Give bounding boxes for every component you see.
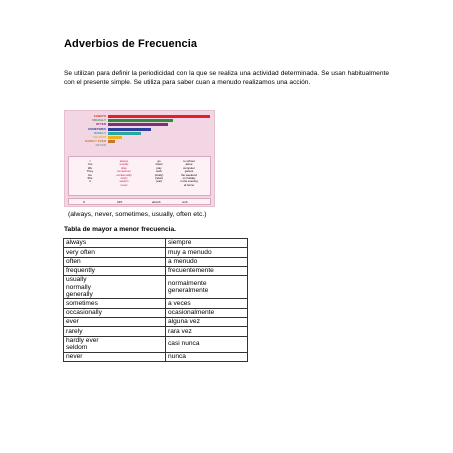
figure-table-word: games <box>184 169 194 174</box>
table-row <box>64 336 248 352</box>
english-adverb-cell: often <box>64 257 166 266</box>
figure-bar <box>108 119 173 122</box>
table-row <box>64 327 248 336</box>
frequency-table <box>63 238 248 362</box>
figure-table-word: They <box>86 169 94 174</box>
figure-label-column <box>68 114 106 148</box>
figure-label: SELDOM <box>93 134 106 139</box>
intro-paragraph: Se utilizan para definir la periodicidad con la que se realiza una actividad determinada. Se usan habitualmente con el presente simple. Se utiliza para saber cuan a menudo realizamos una acción. <box>64 70 389 86</box>
figure-footer-cell: S <box>83 200 85 204</box>
figure-table-column <box>75 160 105 184</box>
table-row <box>64 248 248 257</box>
figure-label: NEVER <box>95 143 106 148</box>
table-heading: Tabla de mayor a menor frecuencia. <box>64 226 177 233</box>
frequency-adverbs-figure <box>64 110 215 207</box>
table-row <box>64 276 248 299</box>
table-row <box>64 266 248 275</box>
figure-table-word: on holiday <box>182 176 196 181</box>
figure-table-word: She <box>87 176 93 181</box>
figure-bar <box>108 123 168 126</box>
figure-table-word: always <box>119 159 129 163</box>
figure-label: ALWAYS <box>93 114 106 118</box>
figure-label: SOMETIMES <box>87 126 106 131</box>
figure-label: RARELY <box>93 130 106 135</box>
spanish-translation-cell: siempre <box>166 239 248 248</box>
english-adverb-cell: frequently <box>64 266 166 275</box>
figure-table-word: go <box>157 159 161 163</box>
table-row <box>64 308 248 317</box>
figure-bar <box>108 140 115 143</box>
figure-table-word: We <box>87 165 93 170</box>
english-adverb-cell: occasionally <box>64 308 166 317</box>
figure-bar <box>108 136 122 139</box>
figure-table-word: the weekend <box>181 172 197 177</box>
figure-table-word: in the evening <box>180 179 198 184</box>
figure-table-word: (relax) <box>155 176 163 181</box>
figure-table-column <box>144 160 174 184</box>
spanish-translation-cell: a veces <box>166 299 248 308</box>
spanish-translation-cell: muy a menudo <box>166 248 248 257</box>
figure-caption: (always, never, sometimes, usually, often etc.) <box>68 211 207 218</box>
figure-bar <box>108 128 151 131</box>
spanish-translation-cell: casi nunca <box>166 336 248 352</box>
figure-table-word: play <box>156 165 162 170</box>
english-adverb-cell: sometimes <box>64 299 166 308</box>
page-title: Adverbios de Frecuencia <box>64 38 198 50</box>
figure-label: OFTEN <box>95 122 106 127</box>
english-adverb-cell: rarely <box>64 327 166 336</box>
figure-table-word: computer <box>183 165 195 170</box>
figure-table-word: It <box>89 179 91 184</box>
figure-label: HARDLY EVER <box>84 139 106 144</box>
figure-table-word: work <box>156 169 162 174</box>
figure-table-word: at home <box>183 182 195 187</box>
figure-label: USUALLY <box>92 118 106 123</box>
figure-table-word: to school <box>183 159 195 163</box>
figure-table-word: usually <box>119 162 129 167</box>
spanish-translation-cell: a menudo <box>166 257 248 266</box>
spanish-translation-cell: frecuentemente <box>166 266 248 275</box>
table-row <box>64 352 248 361</box>
figure-table-word: I <box>89 159 91 163</box>
figure-table-word: occasionally <box>116 172 132 177</box>
figure-footer-cell: AFF <box>117 200 123 204</box>
figure-table-word: (study) <box>154 172 164 177</box>
spanish-translation-cell: normalmente generalmente <box>166 276 248 299</box>
english-adverb-cell: hardly ever seldom <box>64 336 166 352</box>
figure-bar <box>108 132 141 135</box>
figure-sentence-table <box>68 156 211 196</box>
spanish-translation-cell: nunca <box>166 352 248 361</box>
english-adverb-cell: never <box>64 352 166 361</box>
spanish-translation-cell: rara vez <box>166 327 248 336</box>
figure-table-column <box>174 160 204 187</box>
english-adverb-cell: very often <box>64 248 166 257</box>
english-adverb-cell: usually normally generally <box>64 276 166 299</box>
figure-bar <box>108 115 210 118</box>
table-row <box>64 299 248 308</box>
figure-table-word: often <box>120 165 128 170</box>
spanish-translation-cell: alguna vez <box>166 318 248 327</box>
figure-table-word: alone <box>185 162 193 167</box>
figure-footer <box>68 198 211 205</box>
figure-table-word: You <box>87 162 93 167</box>
english-adverb-cell: ever <box>64 318 166 327</box>
table-row <box>64 239 248 248</box>
figure-table-word: travel <box>155 162 163 167</box>
figure-table-word: never <box>120 182 128 187</box>
table-row <box>64 257 248 266</box>
figure-footer-cell: verb <box>182 200 188 204</box>
spanish-translation-cell: ocasionalmente <box>166 308 248 317</box>
table-row <box>64 318 248 327</box>
figure-table-word: sometimes <box>117 169 131 174</box>
figure-table-word: (eat) <box>156 179 162 184</box>
figure-table-column <box>109 160 139 187</box>
figure-table-word: seldom <box>119 179 129 184</box>
figure-table-word: rarely <box>120 176 128 181</box>
figure-footer-cell: adverb <box>152 200 161 204</box>
english-adverb-cell: always <box>64 239 166 248</box>
figure-table-word: He <box>88 172 92 177</box>
